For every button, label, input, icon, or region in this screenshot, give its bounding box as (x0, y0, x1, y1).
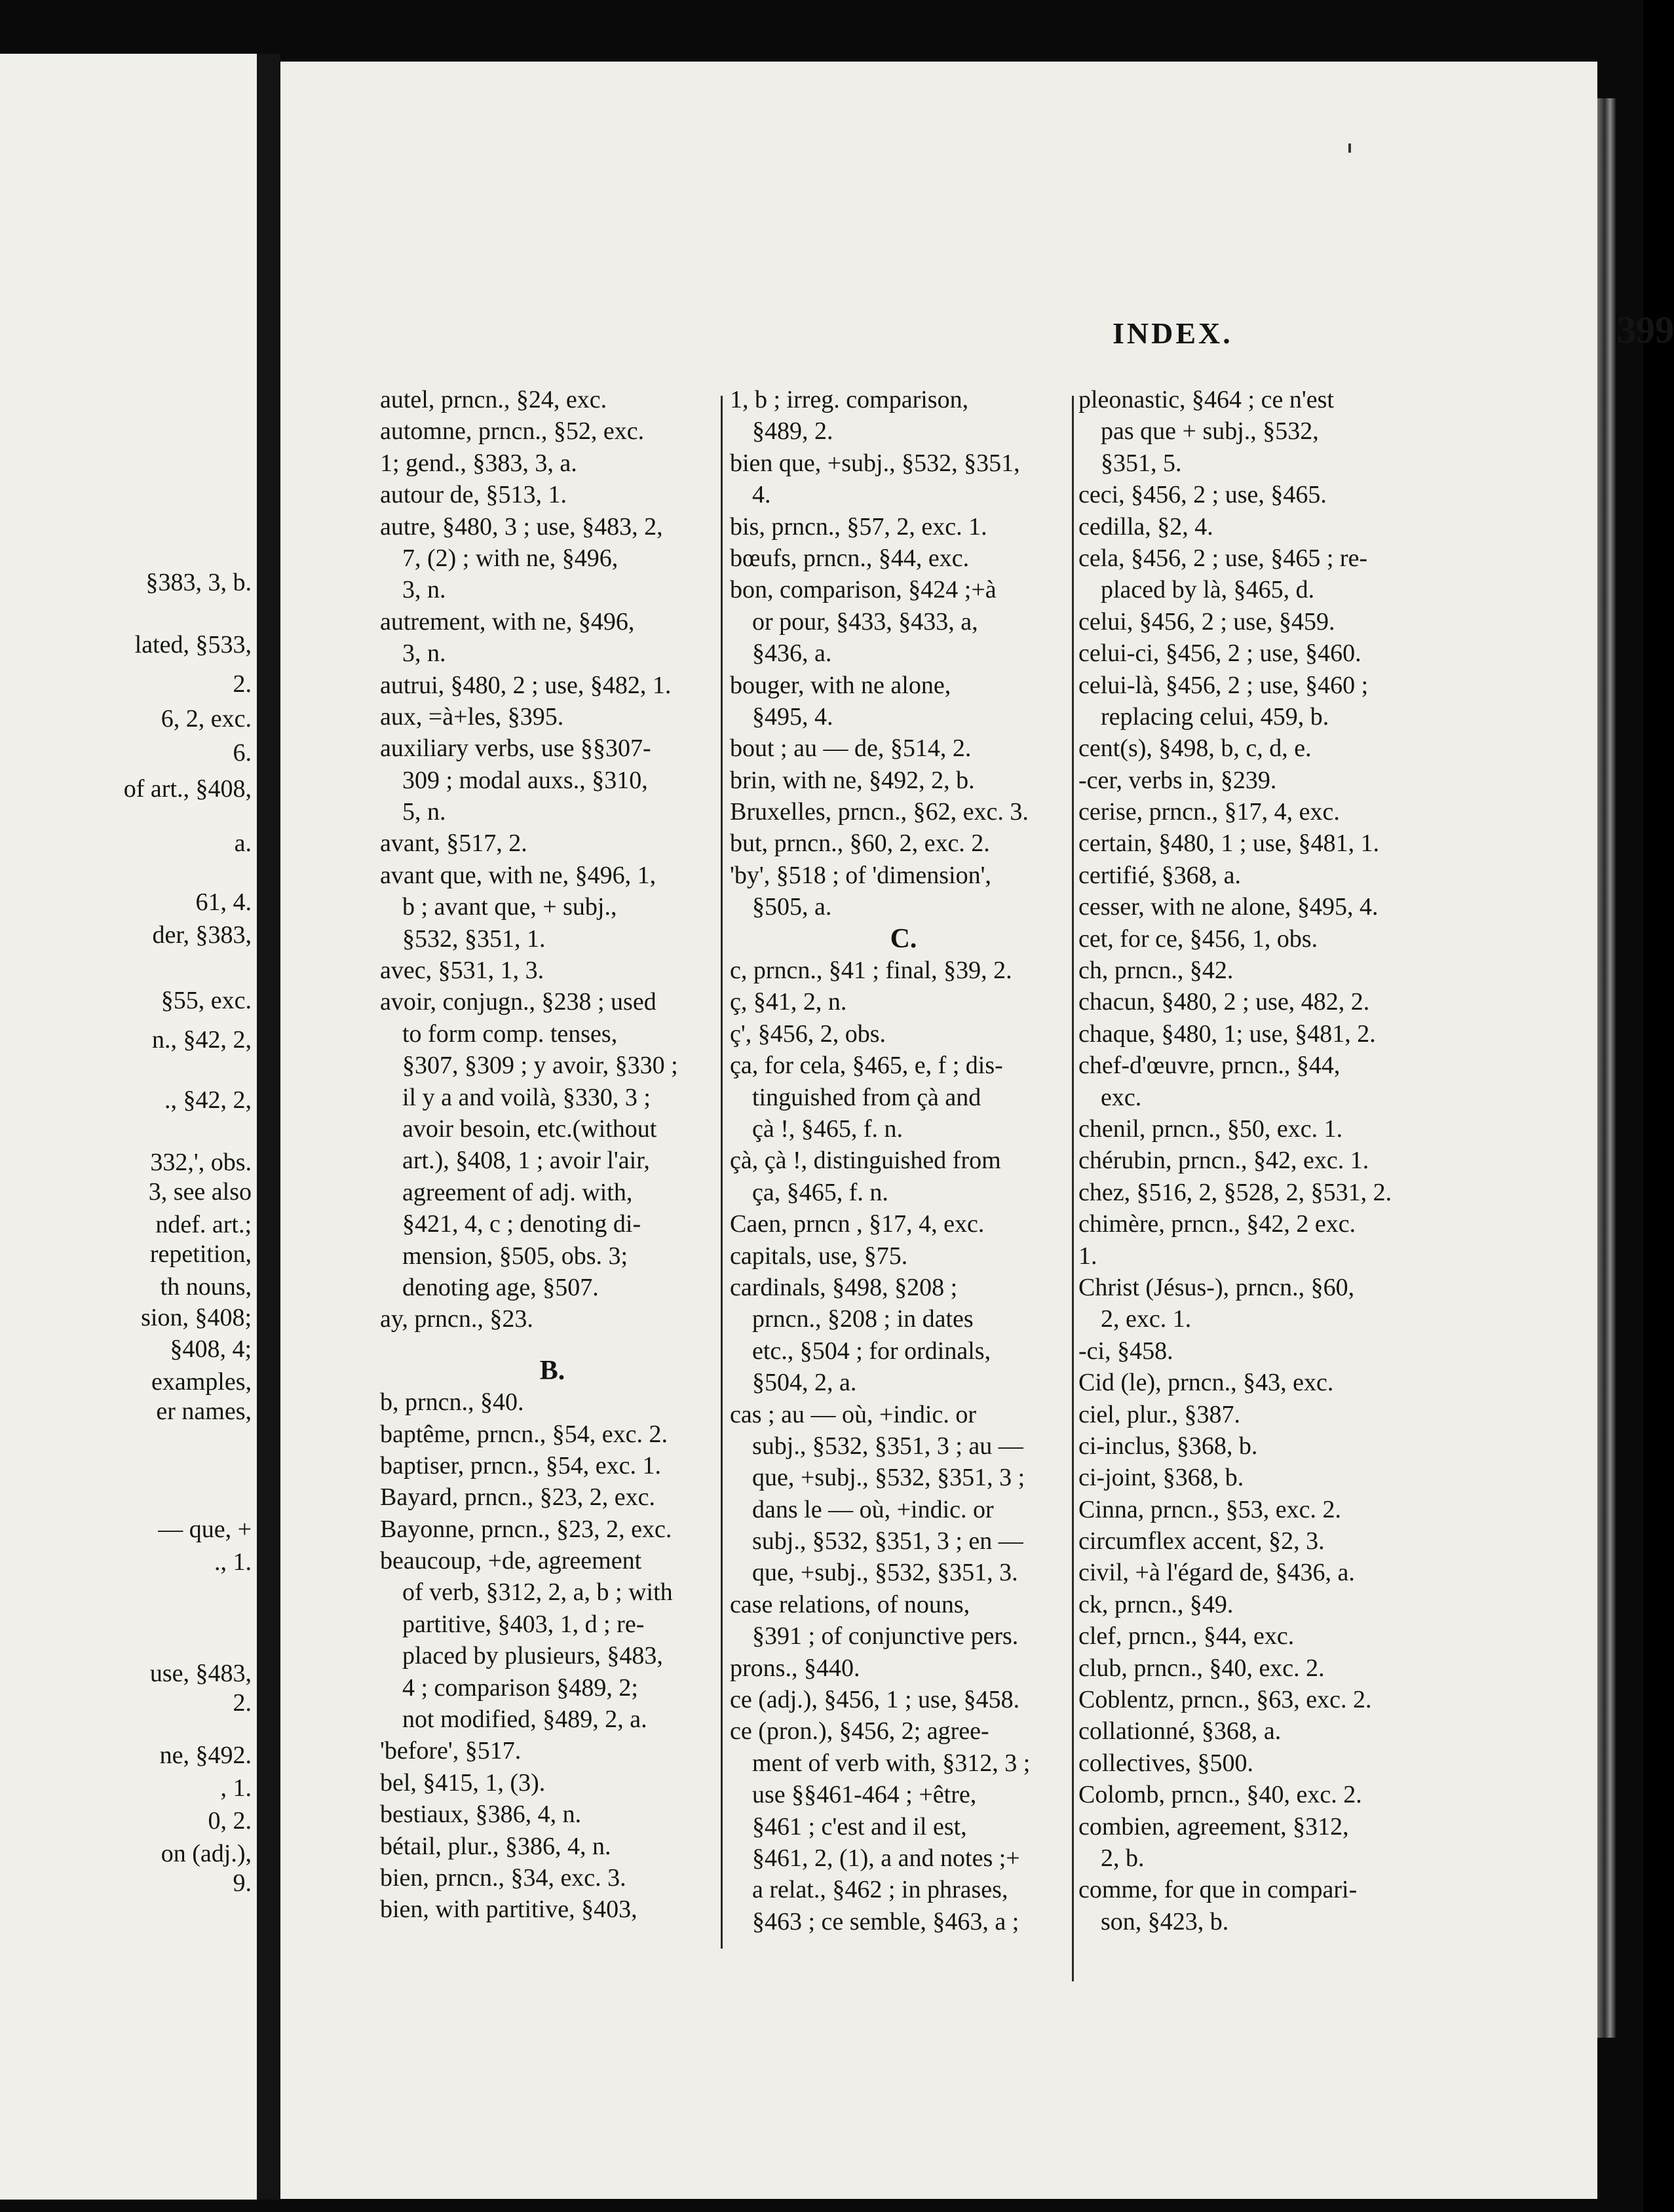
index-line: collationné, §368, a. (1078, 1717, 1282, 1745)
left-page-text: 6, 2, exc. (161, 705, 252, 733)
index-line: 'before', §517. (380, 1737, 522, 1765)
index-line: 1; gend., §383, 3, a. (380, 449, 577, 477)
index-line: ch, prncn., §42. (1078, 957, 1234, 985)
left-page-text: on (adj.), (161, 1840, 252, 1867)
index-line: §461, 2, (1), a and notes ;+ (752, 1844, 1020, 1872)
left-page-text: , 1. (220, 1774, 252, 1802)
index-line: il y a and voilà, §330, 3 ; (402, 1083, 651, 1111)
left-page-text: ., 1. (214, 1548, 252, 1576)
index-line: -ci, §458. (1078, 1337, 1173, 1365)
index-line: §307, §309 ; y avoir, §330 ; (402, 1052, 678, 1080)
left-page-text: 6. (233, 739, 252, 767)
index-line: 5, n. (402, 798, 446, 826)
left-page-text: §408, 4; (170, 1335, 252, 1363)
index-line: capitals, use, §75. (730, 1242, 908, 1270)
page-edge (1597, 98, 1616, 2038)
index-line: Bruxelles, prncn., §62, exc. 3. (730, 798, 1029, 826)
index-line: bétail, plur., §386, 4, n. (380, 1832, 611, 1860)
index-line: b, prncn., §40. (380, 1388, 524, 1417)
index-line: automne, prncn., §52, exc. (380, 417, 645, 446)
index-line: bis, prncn., §57, 2, exc. 1. (730, 512, 987, 541)
index-line: prncn., §208 ; in dates (752, 1305, 974, 1333)
index-line: cent(s), §498, b, c, d, e. (1078, 734, 1312, 763)
left-page-text: der, §383, (152, 921, 252, 949)
index-column-2 (730, 384, 1077, 1937)
index-line: placed by là, §465, d. (1101, 576, 1315, 604)
index-line: cerise, prncn., §17, 4, exc. (1078, 798, 1340, 826)
left-page-text: §383, 3, b. (145, 569, 252, 596)
index-line: 309 ; modal auxs., §310, (402, 766, 648, 794)
left-page-fragment (0, 54, 257, 2200)
index-column-1 (380, 384, 725, 1926)
index-line: avant que, with ne, §496, 1, (380, 861, 656, 889)
index-line: prons., §440. (730, 1654, 860, 1682)
index-line: ce (pron.), §456, 2; agree- (730, 1717, 989, 1745)
index-line: Cid (le), prncn., §43, exc. (1078, 1369, 1334, 1397)
index-line: exc. (1101, 1083, 1142, 1111)
index-line: autrui, §480, 2 ; use, §482, 1. (380, 671, 672, 699)
index-line: art.), §408, 1 ; avoir l'air, (402, 1147, 650, 1175)
running-head: INDEX. (1113, 316, 1233, 350)
left-page-text: th nouns, (160, 1273, 252, 1301)
index-line: c, prncn., §41 ; final, §39, 2. (730, 957, 1012, 985)
index-line: aux, =à+les, §395. (380, 702, 564, 731)
index-line: avoir besoin, etc.(without (402, 1115, 657, 1143)
index-line: Caen, prncn , §17, 4, exc. (730, 1210, 985, 1238)
index-line: son, §423, b. (1101, 1907, 1229, 1936)
index-line: combien, agreement, §312, (1078, 1812, 1349, 1840)
index-line: clef, prncn., §44, exc. (1078, 1622, 1295, 1650)
index-line: §461 ; c'est and il est, (752, 1812, 967, 1840)
index-line: chacun, §480, 2 ; use, 482, 2. (1078, 988, 1370, 1016)
left-page-text: sion, §408; (141, 1304, 252, 1331)
index-line: ck, prncn., §49. (1078, 1590, 1234, 1618)
index-line: ceci, §456, 2 ; use, §465. (1078, 481, 1327, 509)
index-line: use §§461-464 ; +être, (752, 1781, 977, 1809)
index-line: bouger, with ne alone, (730, 671, 951, 699)
index-line: chenil, prncn., §50, exc. 1. (1078, 1115, 1343, 1143)
index-line: but, prncn., §60, 2, exc. 2. (730, 830, 990, 858)
left-page-text: §55, exc. (161, 987, 252, 1014)
index-line: certain, §480, 1 ; use, §481, 1. (1078, 830, 1380, 858)
left-page-text: — que, + (158, 1516, 252, 1543)
index-line: cedilla, §2, 4. (1078, 512, 1213, 541)
page-number: 399 (1617, 309, 1674, 351)
index-line: collectives, §500. (1078, 1749, 1253, 1777)
left-page-text: 0, 2. (208, 1807, 252, 1835)
left-page-text: 3, see also (148, 1178, 252, 1206)
letter-heading: C. (890, 923, 917, 954)
index-line: tinguished from çà and (752, 1083, 981, 1111)
index-line: cardinals, §498, §208 ; (730, 1273, 958, 1301)
index-line: mension, §505, obs. 3; (402, 1242, 628, 1270)
index-line: auxiliary verbs, use §§307- (380, 734, 651, 763)
index-line: subj., §532, §351, 3 ; au — (752, 1432, 1023, 1460)
index-line: of verb, §312, 2, a, b ; with (402, 1578, 673, 1607)
index-line: 4. (752, 481, 771, 509)
index-line: chez, §516, 2, §528, 2, §531, 2. (1078, 1178, 1392, 1206)
index-line: placed by plusieurs, §483, (402, 1642, 663, 1670)
left-page-text: ne, §492. (159, 1742, 252, 1769)
index-line: comme, for que in compari- (1078, 1876, 1358, 1904)
left-page-text: a. (234, 830, 252, 857)
left-page-text: use, §483, (149, 1660, 252, 1687)
index-line: 1, b ; irreg. comparison, (730, 386, 969, 413)
index-line: 1. (1078, 1242, 1097, 1270)
index-line: ci-inclus, §368, b. (1078, 1432, 1258, 1460)
index-line: baptême, prncn., §54, exc. 2. (380, 1420, 668, 1448)
column-rule-2 (1072, 396, 1074, 1981)
index-line: cela, §456, 2 ; use, §465 ; re- (1078, 544, 1368, 572)
index-line: que, +subj., §532, §351, 3. (752, 1559, 1018, 1587)
index-line: Cinna, prncn., §53, exc. 2. (1078, 1495, 1342, 1523)
left-page-text: 2. (233, 1689, 252, 1717)
index-line: autel, prncn., §24, exc. (380, 386, 607, 413)
index-line: civil, +à l'égard de, §436, a. (1078, 1559, 1355, 1587)
index-line: beaucoup, +de, agreement (380, 1547, 642, 1575)
index-line: cas ; au — où, +indic. or (730, 1400, 977, 1428)
left-page-text: 332,', obs. (150, 1149, 252, 1176)
index-line: avec, §531, 1, 3. (380, 957, 544, 985)
index-line: Bayonne, prncn., §23, 2, exc. (380, 1515, 672, 1543)
index-line: bestiaux, §386, 4, n. (380, 1801, 582, 1829)
index-line: Bayard, prncn., §23, 2, exc. (380, 1483, 655, 1512)
index-line: bien, with partitive, §403, (380, 1896, 637, 1924)
index-line: to form comp. tenses, (402, 1020, 618, 1048)
index-line: 4 ; comparison §489, 2; (402, 1673, 638, 1702)
index-line: §463 ; ce semble, §463, a ; (752, 1907, 1019, 1936)
index-line: ç, §41, 2, n. (730, 988, 847, 1016)
index-line: ci-joint, §368, b. (1078, 1464, 1244, 1492)
letter-heading: B. (539, 1355, 565, 1386)
index-line: cet, for ce, §456, 1, obs. (1078, 925, 1318, 953)
index-page (280, 62, 1674, 2199)
index-line: ç', §456, 2, obs. (730, 1020, 886, 1048)
index-line: §532, §351, 1. (402, 925, 546, 953)
index-line: ay, prncn., §23. (380, 1305, 533, 1333)
index-line: replacing celui, 459, b. (1101, 702, 1329, 731)
index-line: 'by', §518 ; of 'dimension', (730, 861, 991, 889)
index-line: bœufs, prncn., §44, exc. (730, 544, 970, 572)
index-line: agreement of adj. with, (402, 1178, 633, 1206)
left-page-text: n., §42, 2, (152, 1026, 252, 1054)
left-page-text: repetition, (149, 1240, 252, 1268)
index-line: §489, 2. (752, 417, 833, 446)
index-line: chimère, prncn., §42, 2 exc. (1078, 1210, 1356, 1238)
index-line: §351, 5. (1101, 449, 1182, 477)
left-page-text: er names, (156, 1398, 252, 1425)
book-gutter (257, 54, 280, 2200)
left-page-text: ndef. art.; (155, 1211, 252, 1238)
index-line: Christ (Jésus-), prncn., §60, (1078, 1273, 1355, 1301)
index-line: çà, çà !, distinguished from (730, 1147, 1001, 1175)
index-line: or pour, §433, §433, a, (752, 607, 978, 636)
left-page-text: examples, (151, 1368, 252, 1396)
index-line: 3, n. (402, 576, 446, 604)
index-line: circumflex accent, §2, 3. (1078, 1527, 1325, 1555)
index-line: bon, comparison, §424 ;+à (730, 576, 997, 604)
index-line: club, prncn., §40, exc. 2. (1078, 1654, 1325, 1682)
index-line: autrement, with ne, §496, (380, 607, 635, 636)
index-line: avant, §517, 2. (380, 830, 527, 858)
index-line: §421, 4, c ; denoting di- (402, 1210, 641, 1238)
left-page-text: ., §42, 2, (164, 1086, 252, 1114)
left-page-text: lated, §533, (134, 631, 252, 658)
left-page-text: 2. (233, 670, 252, 698)
index-line: baptiser, prncn., §54, exc. 1. (380, 1451, 662, 1479)
index-line: denoting age, §507. (402, 1273, 599, 1301)
index-line: pas que + subj., §532, (1101, 417, 1319, 446)
left-page-text: 9. (233, 1869, 252, 1897)
index-line: ça, §465, f. n. (752, 1178, 888, 1206)
index-line: chaque, §480, 1; use, §481, 2. (1078, 1020, 1376, 1048)
index-line: b ; avant que, + subj., (402, 893, 617, 921)
index-line: celui, §456, 2 ; use, §459. (1078, 607, 1335, 636)
index-line: bien, prncn., §34, exc. 3. (380, 1863, 626, 1892)
index-line: bien que, +subj., §532, §351, (730, 449, 1020, 477)
index-line: 2, b. (1101, 1844, 1145, 1872)
index-line: chef-d'œuvre, prncn., §44, (1078, 1052, 1341, 1080)
index-line: subj., §532, §351, 3 ; en — (752, 1527, 1023, 1555)
index-line: ça, for cela, §465, e, f ; dis- (730, 1052, 1003, 1080)
index-line: 7, (2) ; with ne, §496, (402, 544, 618, 572)
left-page-text: of art., §408, (123, 775, 252, 803)
index-line: §436, a. (752, 639, 832, 668)
index-line: bel, §415, 1, (3). (380, 1768, 546, 1797)
margin-speck (1348, 143, 1351, 153)
index-line: partitive, §403, 1, d ; re- (402, 1610, 645, 1638)
index-line: que, +subj., §532, §351, 3 ; (752, 1464, 1025, 1492)
left-page-text: 61, 4. (195, 888, 252, 916)
index-line: Colomb, prncn., §40, exc. 2. (1078, 1781, 1362, 1809)
index-line: autour de, §513, 1. (380, 481, 567, 509)
index-line: celui-ci, §456, 2 ; use, §460. (1078, 639, 1361, 668)
index-line: 3, n. (402, 639, 446, 668)
index-line: ciel, plur., §387. (1078, 1400, 1240, 1428)
index-line: §504, 2, a. (752, 1369, 857, 1397)
index-line: avoir, conjugn., §238 ; used (380, 988, 656, 1016)
index-line: celui-là, §456, 2 ; use, §460 ; (1078, 671, 1369, 699)
index-line: ce (adj.), §456, 1 ; use, §458. (730, 1686, 1020, 1714)
index-line: §505, a. (752, 893, 832, 921)
index-line: §391 ; of conjunctive pers. (752, 1622, 1019, 1650)
index-line (380, 1335, 725, 1355)
index-line: etc., §504 ; for ordinals, (752, 1337, 991, 1365)
index-line: Coblentz, prncn., §63, exc. 2. (1078, 1686, 1372, 1714)
index-line: çà !, §465, f. n. (752, 1115, 904, 1143)
index-line: 2, exc. 1. (1101, 1305, 1192, 1333)
index-line: -cer, verbs in, §239. (1078, 766, 1277, 794)
index-column-3 (1078, 384, 1485, 1937)
column-rule-1 (721, 396, 723, 1949)
index-line: case relations, of nouns, (730, 1590, 970, 1618)
index-line: pleonastic, §464 ; ce n'est (1078, 386, 1334, 413)
index-line: dans le — où, +indic. or (752, 1495, 994, 1523)
index-line: cesser, with ne alone, §495, 4. (1078, 893, 1379, 921)
index-line: certifié, §368, a. (1078, 861, 1241, 889)
index-line: not modified, §489, 2, a. (402, 1706, 647, 1734)
index-line: §495, 4. (752, 702, 833, 731)
index-line: ment of verb with, §312, 3 ; (752, 1749, 1031, 1777)
index-line: brin, with ne, §492, 2, b. (730, 766, 975, 794)
index-line: bout ; au — de, §514, 2. (730, 734, 972, 763)
index-line: a relat., §462 ; in phrases, (752, 1876, 1008, 1904)
index-line: autre, §480, 3 ; use, §483, 2, (380, 512, 663, 541)
index-line: chérubin, prncn., §42, exc. 1. (1078, 1147, 1369, 1175)
